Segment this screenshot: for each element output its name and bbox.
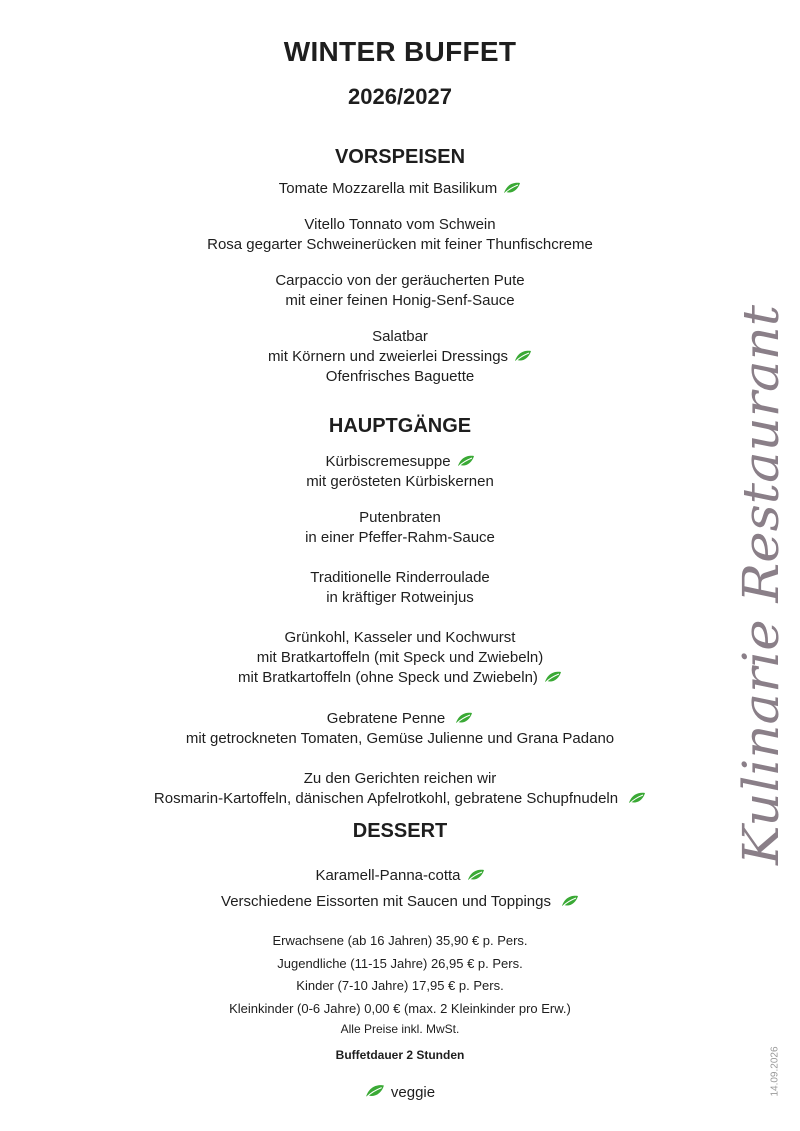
menu-item-description: mit Bratkartoffeln (mit Speck und Zwiebeln) (256, 649, 544, 666)
menu-item: Traditionelle Rinderroulade (310, 569, 490, 586)
leaf-icon (503, 182, 521, 194)
menu-item: Verschiedene Eissorten mit Saucen und Toppings (0, 892, 800, 912)
price-toddlers: Kleinkinder (0-6 Jahre) 0,00 € (max. 2 Kleinkinder pro Erw.) (229, 1001, 571, 1016)
menu-item-description: mit getrockneten Tomaten, Gemüse Julienne und Grana Padano (185, 730, 615, 747)
price-teens: Jugendliche (11-15 Jahre) 26,95 € p. Pers. (277, 956, 523, 971)
menu-item-description: in kräftiger Rotweinjus (326, 589, 474, 606)
menu-item-description: Rosa gegarter Schweinerücken mit feiner Thunfischcreme (207, 236, 593, 253)
tax-note: Alle Preise inkl. MwSt. (340, 1022, 460, 1036)
section-heading-dessert: DESSERT (352, 820, 448, 842)
print-date: 14.09.2026 (769, 1046, 781, 1097)
leaf-icon (455, 712, 473, 724)
menu-item: Vitello Tonnato vom Schwein (304, 216, 496, 233)
menu-item-description: in einer Pfeffer-Rahm-Sauce (305, 529, 495, 546)
menu-item-description: mit Bratkartoffeln (ohne Speck und Zwiebeln) (0, 668, 800, 688)
menu-item-description: mit gerösteten Kürbiskernen (306, 473, 494, 490)
legend-label: veggie (390, 1084, 436, 1101)
menu-item-description: mit Körnern und zweierlei Dressings (0, 347, 800, 367)
section-heading-mains: HAUPTGÄNGE (328, 415, 472, 437)
price-children: Kinder (7-10 Jahre) 17,95 € p. Pers. (296, 978, 504, 993)
menu-item: Salatbar (372, 328, 428, 345)
leaf-icon (457, 455, 475, 467)
menu-item: Karamell-Panna-cotta (0, 866, 800, 886)
leaf-icon (365, 1084, 385, 1098)
menu-item: Carpaccio von der geräucherten Pute (275, 272, 525, 289)
leaf-icon (628, 792, 646, 804)
menu-item-description: mit einer feinen Honig-Senf-Sauce (285, 292, 515, 309)
menu-title: WINTER BUFFET (283, 36, 517, 67)
leaf-icon (514, 350, 532, 362)
leaf-icon (467, 869, 485, 881)
menu-item: Zu den Gerichten reichen wir (303, 770, 497, 787)
leaf-icon (561, 895, 579, 907)
menu-season: 2026/2027 (348, 84, 452, 109)
menu-item: Tomate Mozzarella mit Basilikum (0, 179, 800, 199)
menu-item: Kürbiscremesuppe (0, 452, 800, 472)
brand-logo-text: Kulinarie Restaurant (732, 336, 790, 865)
menu-item: Gebratene Penne (0, 709, 800, 729)
menu-item-description: Ofenfrisches Baguette (325, 368, 475, 385)
veggie-legend (0, 1084, 800, 1101)
menu-item-description: Rosmarin-Kartoffeln, dänischen Apfelrotkohl, gebratene Schupfnudeln (0, 789, 800, 809)
section-heading-starters: VORSPEISEN (334, 146, 466, 168)
menu-item: Grünkohl, Kasseler und Kochwurst (284, 629, 516, 646)
leaf-icon (544, 671, 562, 683)
price-adults: Erwachsene (ab 16 Jahren) 35,90 € p. Pers. (272, 933, 528, 948)
menu-item: Putenbraten (359, 509, 441, 526)
brand-logo (732, 300, 798, 870)
buffet-duration: Buffetdauer 2 Stunden (335, 1048, 465, 1062)
